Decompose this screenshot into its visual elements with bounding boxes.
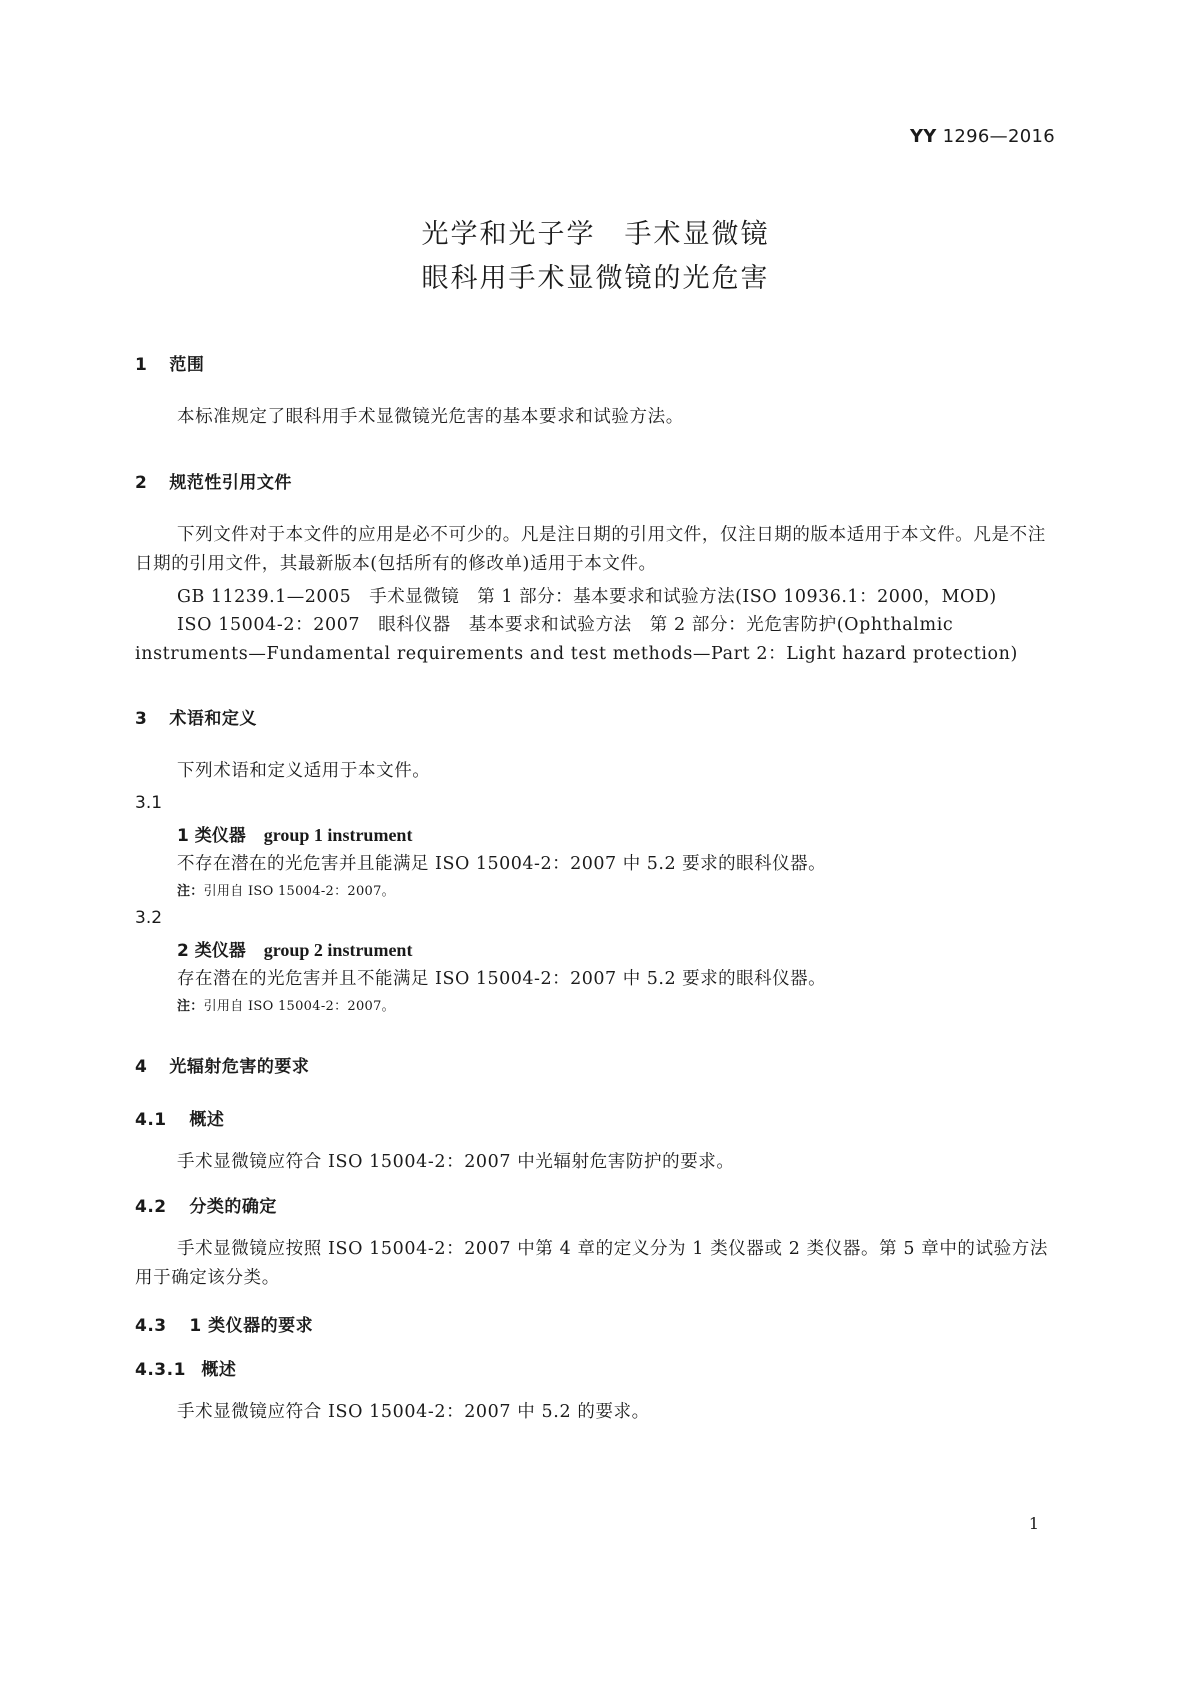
section-2-heading <box>135 468 292 493</box>
term-3-2-number: 3.2 <box>135 908 163 928</box>
section-number: 2 <box>135 473 148 493</box>
term-3-1 <box>177 821 412 846</box>
section-4-1-paragraph: 手术显微镜应符合 ISO 15004-2：2007 中光辐射危害防护的要求。 <box>177 1152 735 1172</box>
normative-reference-2: ISO 15004-2：2007 眼科仪器 基本要求和试验方法 第 2 部分：光危害防护(Ophthalmic instruments—Fundamental requirements and test methods—Part 2：Light hazard protection) <box>135 615 1018 664</box>
section-title: 概述 <box>201 1360 237 1380</box>
section-title: 概述 <box>189 1110 225 1130</box>
section-3-heading <box>135 704 257 729</box>
term-3-1-number: 3.1 <box>135 793 163 813</box>
document-title-line-2: 眼科用手术显微镜的光危害 <box>421 263 770 294</box>
section-number: 4 <box>135 1057 148 1077</box>
section-number: 4.2 <box>135 1197 167 1217</box>
section-title: 术语和定义 <box>169 709 257 729</box>
term-english: group 1 instrument <box>263 825 413 845</box>
document-title-line-1: 光学和光子学 手术显微镜 <box>421 219 770 250</box>
standard-code <box>910 126 1055 147</box>
section-title: 范围 <box>169 355 205 375</box>
section-title: 分类的确定 <box>189 1197 277 1217</box>
term-3-2-note <box>177 995 395 1014</box>
normative-reference-1: GB 11239.1—2005 手术显微镜 第 1 部分：基本要求和试验方法(ISO 10936.1：2000，MOD) <box>177 587 997 607</box>
section-number: 4.3.1 <box>135 1360 186 1380</box>
section-2-paragraph: 下列文件对于本文件的应用是必不可少的。凡是注日期的引用文件，仅注日期的版本适用于本文件。凡是不注日期的引用文件，其最新版本(包括所有的修改单)适用于本文件。 <box>135 525 1046 574</box>
section-4-3-1-heading <box>135 1355 236 1380</box>
section-1-paragraph: 本标准规定了眼科用手术显微镜光危害的基本要求和试验方法。 <box>177 407 684 427</box>
section-1-heading <box>135 350 204 375</box>
section-number: 3 <box>135 709 148 729</box>
section-3-paragraph: 下列术语和定义适用于本文件。 <box>177 761 431 781</box>
page-number: 1 <box>1028 1514 1039 1533</box>
section-4-2-heading <box>135 1192 277 1217</box>
section-4-2-paragraph: 手术显微镜应按照 ISO 15004-2：2007 中第 4 章的定义分为 1 类仪器或 2 类仪器。第 5 章中的试验方法用于确定该分类。 <box>135 1239 1048 1288</box>
section-4-3-1-paragraph: 手术显微镜应符合 ISO 15004-2：2007 中 5.2 的要求。 <box>177 1402 650 1422</box>
section-number: 4.1 <box>135 1110 167 1130</box>
section-4-3-heading <box>135 1311 313 1336</box>
note-label: 注： <box>177 999 204 1014</box>
note-text: 引用自 ISO 15004-2：2007。 <box>203 884 395 899</box>
section-number: 4.3 <box>135 1316 167 1336</box>
section-title: 1 类仪器的要求 <box>189 1316 314 1336</box>
section-4-heading <box>135 1052 309 1077</box>
section-title: 规范性引用文件 <box>169 473 292 493</box>
term-3-2 <box>177 936 412 961</box>
term-english: group 2 instrument <box>263 940 413 960</box>
note-label: 注： <box>177 884 204 899</box>
section-4-1-heading <box>135 1105 224 1130</box>
standard-prefix: YY <box>909 126 937 147</box>
section-title: 光辐射危害的要求 <box>169 1057 310 1077</box>
term-chinese: 1 类仪器 <box>177 826 246 846</box>
term-3-1-note <box>177 880 395 899</box>
section-number: 1 <box>135 355 148 375</box>
term-3-2-definition: 存在潜在的光危害并且不能满足 ISO 15004-2：2007 中 5.2 要求的眼科仪器。 <box>177 969 827 989</box>
note-text: 引用自 ISO 15004-2：2007。 <box>203 999 395 1014</box>
term-chinese: 2 类仪器 <box>177 941 246 961</box>
standard-number: 1296—2016 <box>942 126 1055 147</box>
term-3-1-definition: 不存在潜在的光危害并且能满足 ISO 15004-2：2007 中 5.2 要求的眼科仪器。 <box>177 854 827 874</box>
